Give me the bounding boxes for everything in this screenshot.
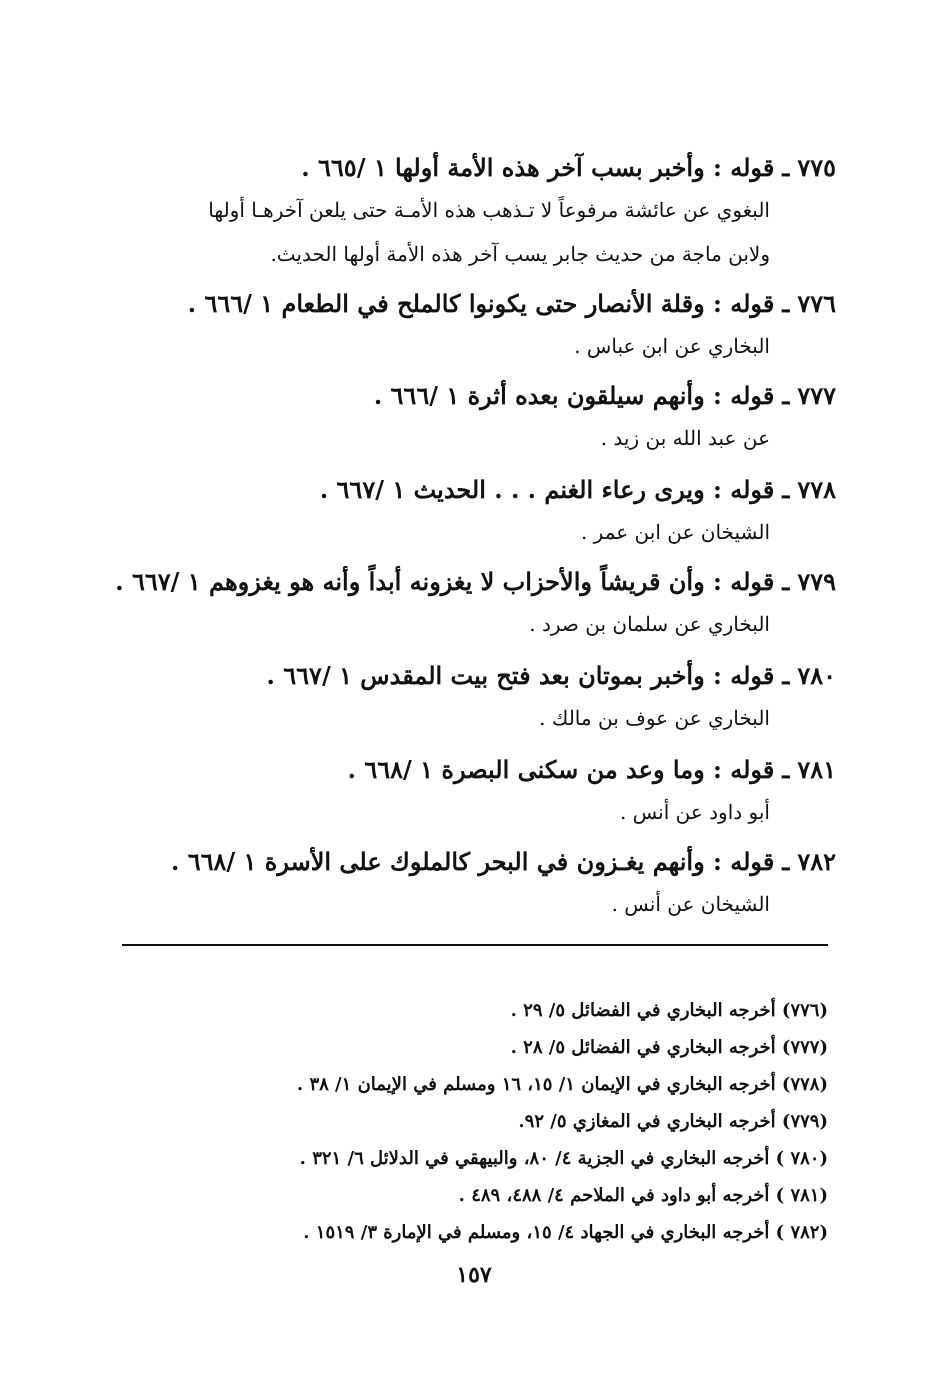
entry-body-line: أبو داود عن أنس . [619,800,770,824]
entry-title: قوله : وأخبر بموتان بعد فتح بيت المقدس ١ /٦٦٧ . [266,661,775,690]
entry-776 [120,284,836,368]
entry-title: قوله : وأنهم سيلقون بعده أثرة ١ /٦٦٦ . [373,381,775,410]
entry-body-line: البخاري عن سلمان بن صرد . [529,612,770,636]
entry-body-line: الشيخان عن ابن عمر . [580,520,770,544]
footnote-divider [122,944,828,946]
entry-title: قوله : ويرى رعاء الغنم . . . الحديث ١ /٦٦٧ . [319,475,775,504]
entry-number: ٧٨٢ [797,847,836,876]
entry-heading: ٧٧٥ ـ قوله : وأخبر بسب آخر هذه الأمة أولها ١ /٦٦٥ . [120,148,836,188]
entry-body-line: ولابن ماجة من حديث جابر يسب آخر هذه الأمة أولها الحديث. [270,242,770,266]
entry-number: ٧٧٧ [797,381,836,410]
entry-body-line: عن عبد الله بن زيد . [600,426,770,450]
entry-heading: ٧٨٠ ـ قوله : وأخبر بموتان بعد فتح بيت المقدس ١ /٦٦٧ . [120,656,836,696]
footnotes [120,992,828,1251]
entry-heading: ٧٨١ ـ قوله : وما وعد من سكنى البصرة ١ /٦٦٨ . [120,750,836,790]
footnote: (٧٨٠ ) أخرجه البخاري في الجزية ٤/ ٨٠، والبيهقي في الدلائل ٦/ ٣٢١ . [299,1148,828,1169]
footnote: (٧٨٢ ) أخرجه البخاري في الجهاد ٤/ ١٥، ومسلم في الإمارة ٣/ ١٥١٩ . [303,1222,828,1243]
entry-body-line: الشيخان عن أنس . [611,892,770,916]
footnote: (٧٧٦) أخرجه البخاري في الفضائل ٥/ ٢٩ . [510,1000,828,1021]
entry-775 [120,148,836,276]
entry-number: ٧٧٩ [797,567,836,596]
page-number: ١٥٧ [456,1262,492,1288]
entry-heading: ٧٧٨ ـ قوله : ويرى رعاء الغنم . . . الحديث ١ /٦٦٧ . [120,470,836,510]
footnote: (٧٨١ ) أخرجه أبو داود في الملاحم ٤/ ٤٨٨، ٤٨٩ . [458,1185,828,1206]
footnote: (٧٧٨) أخرجه البخاري في الإيمان ١/ ١٥، ١٦ ومسلم في الإيمان ١/ ٣٨ . [296,1074,828,1095]
entry-title: قوله : وأخبر بسب آخر هذه الأمة أولها ١ /٦٦٥ . [301,153,775,182]
entry-number: ٧٨٠ [797,661,836,690]
entry-title: قوله : وأنهم يغـزون في البحر كالملوك على الأسرة ١ /٦٦٨ . [171,847,775,876]
entry-body-line: البغوي عن عائشة مرفوعاً لا تـذهب هذه الأمـة حتى يلعن آخرهـا أولها [208,198,770,222]
entry-heading: ٧٧٦ ـ قوله : وقلة الأنصار حتى يكونوا كالملح في الطعام ١ /٦٦٦ . [120,284,836,324]
entry-heading: ٧٧٩ ـ قوله : وأن قريشاً والأحزاب لا يغزونه أبداً وأنه هو يغزوهم ١ /٦٦٧ . [120,562,836,602]
entry-782 [120,842,836,926]
entry-title: قوله : وما وعد من سكنى البصرة ١ /٦٦٨ . [347,755,775,784]
entry-number: ٧٧٨ [797,475,836,504]
entry-heading: ٧٧٧ ـ قوله : وأنهم سيلقون بعده أثرة ١ /٦٦٦ . [120,376,836,416]
entry-title: قوله : وقلة الأنصار حتى يكونوا كالملح في الطعام ١ /٦٦٦ . [187,289,775,318]
entry-body-line: البخاري عن ابن عباس . [574,334,770,358]
entry-779 [115,562,836,646]
entry-number: ٧٧٦ [797,289,836,318]
entry-781 [120,750,836,834]
entry-heading: ٧٨٢ ـ قوله : وأنهم يغـزون في البحر كالملوك على الأسرة ١ /٦٦٨ . [120,842,836,882]
entry-778 [120,470,836,554]
entry-777 [120,376,836,460]
entry-body-line: البخاري عن عوف بن مالك . [539,706,770,730]
entry-title: قوله : وأن قريشاً والأحزاب لا يغزونه أبداً وأنه هو يغزوهم ١ /٦٦٧ . [115,567,775,596]
footnote: (٧٧٩) أخرجه البخاري في المغازي ٥/ ٩٢. [518,1111,828,1132]
entry-number: ٧٨١ [797,755,836,784]
entry-number: ٧٧٥ [797,153,836,182]
footnote: (٧٧٧) أخرجه البخاري في الفضائل ٥/ ٢٨ . [510,1037,828,1058]
entry-780 [120,656,836,740]
